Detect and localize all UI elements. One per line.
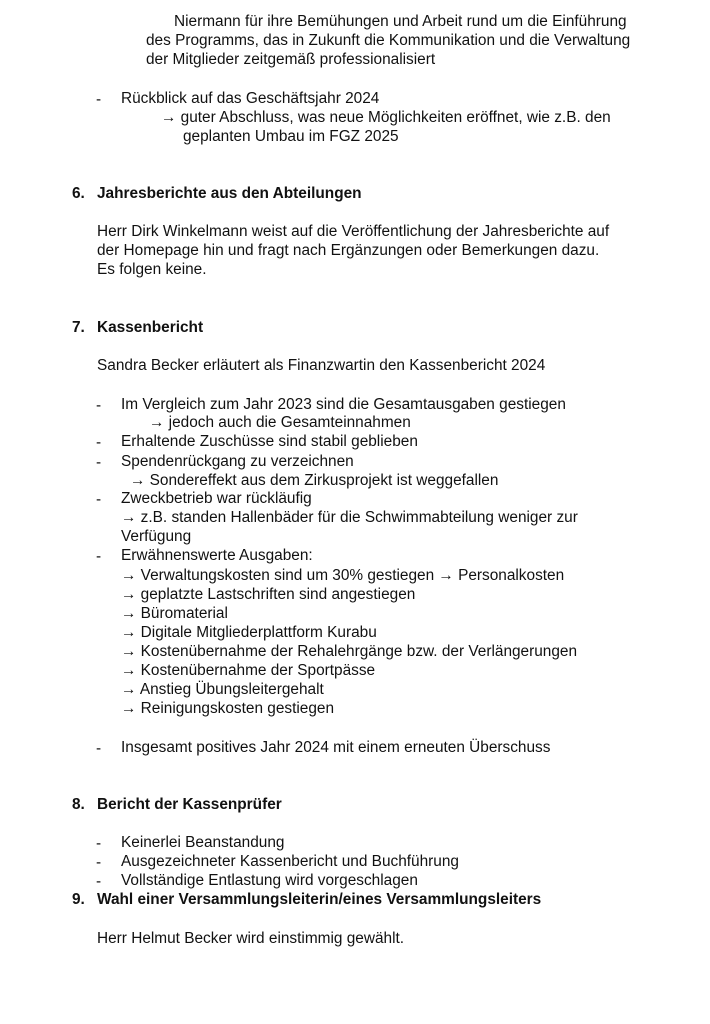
section7-item: → jedoch auch die Gesamteinnahmen [149, 414, 411, 431]
section7-item: → Sondereffekt aus dem Zirkusprojekt ist weggefallen [130, 472, 499, 489]
section9-number: 9. [72, 891, 85, 908]
section7-item: → Kostenübernahme der Rehalehrgänge bzw. der Verlängerungen [121, 643, 578, 660]
review-sub-1: → guter Abschluss, was neue Möglichkeiten eröffnet, wie z.B. den [161, 109, 611, 126]
bullet-dash: - [96, 740, 102, 757]
section6-title: Jahresberichte aus den Abteilungen [97, 185, 362, 202]
section9-title: Wahl einer Versammlungsleiterin/eines Versammlungsleiters [97, 891, 542, 908]
section7-item: → Verwaltungskosten sind um 30% gestiegen → Personalkosten [121, 567, 565, 584]
bullet-dash: - [96, 835, 102, 852]
section7-item: → Büromaterial [121, 605, 228, 622]
section6-paragraph-line-3: Es folgen keine. [97, 261, 207, 278]
bullet-dash: - [96, 548, 102, 565]
section8-item: Ausgezeichneter Kassenbericht und Buchführung [121, 853, 459, 870]
section7-item: → geplatzte Lastschriften sind angestiegen [121, 586, 416, 603]
section8-item: Keinerlei Beanstandung [121, 834, 285, 851]
section7-item: Verfügung [121, 528, 192, 545]
section7-title: Kassenbericht [97, 319, 204, 336]
section7-item: Zweckbetrieb war rückläufig [121, 490, 312, 507]
section7-item: → Anstieg Übungsleitergehalt [121, 681, 324, 698]
section7-item: Erwähnenswerte Ausgaben: [121, 547, 313, 564]
review-sub-2: geplanten Umbau im FGZ 2025 [183, 128, 399, 145]
section7-item: → Digitale Mitgliederplattform Kurabu [121, 624, 377, 641]
section7-item: Spendenrückgang zu verzeichnen [121, 453, 354, 470]
section7-item: → z.B. standen Hallenbäder für die Schwimmabteilung weniger zur [121, 509, 578, 526]
section8-title: Bericht der Kassenprüfer [97, 796, 282, 813]
section6-paragraph-line-2: der Homepage hin und fragt nach Ergänzungen oder Bemerkungen dazu. [97, 242, 600, 259]
bullet-dash: - [96, 434, 102, 451]
bullet-dash: - [96, 873, 102, 890]
section7-item: → Reinigungskosten gestiegen [121, 700, 335, 717]
section7-item: Insgesamt positives Jahr 2024 mit einem erneuten Überschuss [121, 739, 551, 756]
section8-number: 8. [72, 796, 85, 813]
section6-paragraph-line-1: Herr Dirk Winkelmann weist auf die Veröffentlichung der Jahresberichte auf [97, 223, 610, 240]
bullet-dash: - [96, 454, 102, 471]
section9-paragraph: Herr Helmut Becker wird einstimmig gewählt. [97, 930, 405, 947]
intro-line-2: des Programms, das in Zukunft die Kommunikation und die Verwaltung [146, 32, 631, 49]
section7-item: → Kostenübernahme der Sportpässe [121, 662, 376, 679]
intro-line-1: Niermann für ihre Bemühungen und Arbeit rund um die Einführung [174, 13, 627, 30]
bullet-dash: - [96, 91, 102, 108]
bullet-dash: - [96, 491, 102, 508]
section7-number: 7. [72, 319, 85, 336]
review-bullet: Rückblick auf das Geschäftsjahr 2024 [121, 90, 380, 107]
bullet-dash: - [96, 854, 102, 871]
section8-item: Vollständige Entlastung wird vorgeschlagen [121, 872, 418, 889]
intro-line-3: der Mitglieder zeitgemäß professionalisiert [146, 51, 436, 68]
section6-number: 6. [72, 185, 85, 202]
section7-intro: Sandra Becker erläutert als Finanzwartin den Kassenbericht 2024 [97, 357, 546, 374]
bullet-dash: - [96, 397, 102, 414]
section7-item: Erhaltende Zuschüsse sind stabil geblieben [121, 433, 418, 450]
section7-item: Im Vergleich zum Jahr 2023 sind die Gesamtausgaben gestiegen [121, 396, 566, 413]
